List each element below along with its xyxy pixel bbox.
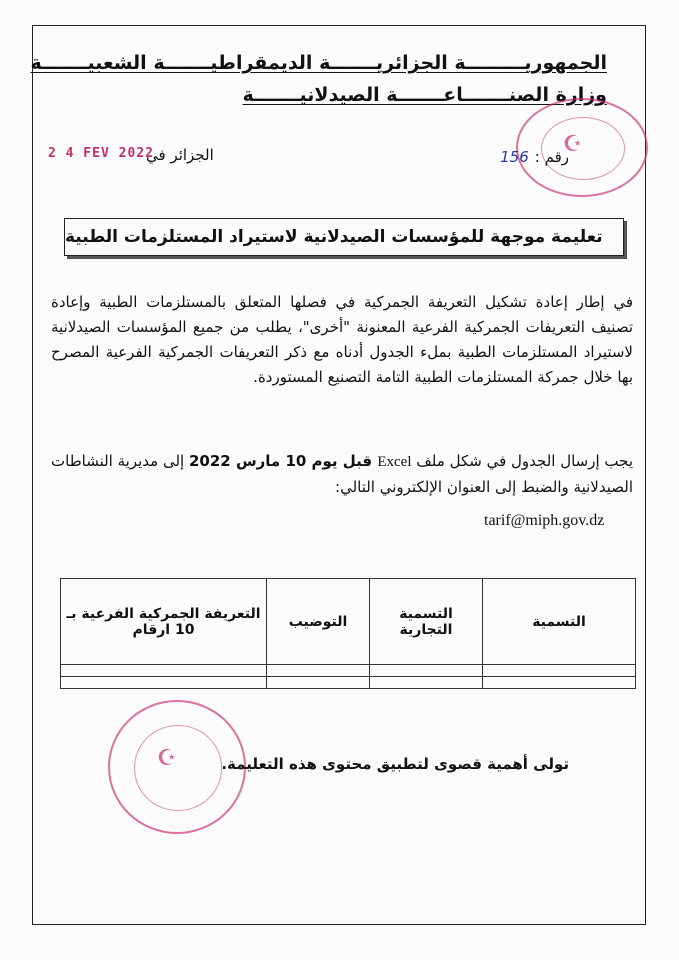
instruction-title: تعليمة موجهة للمؤسسات الصيدلانية لاستيراد المستلزمات الطبية	[64, 218, 624, 256]
place-prefix: الجزائر في	[146, 146, 214, 164]
table-row	[61, 677, 636, 689]
header-ministry: وزارة الصنـــــــاعـــــــة الصيدلانيـــــــة	[242, 84, 607, 106]
deadline-date: قبل يوم 10 مارس 2022	[188, 452, 378, 470]
header-republic: الجمهوريـــــــــة الجزائريـــــــة الديمقراطيـــــــة الشعبيـــــــة	[30, 52, 607, 74]
reference-label: رقم :	[534, 148, 569, 166]
paragraph-deadline	[51, 449, 633, 500]
reference-number	[500, 148, 569, 166]
deadline-text-c: إلى مديرية النشاطات الصيدلانية والضبط إلى العنوان الإلكتروني التالي:	[51, 452, 633, 496]
col-designation: التسمية	[483, 579, 636, 665]
table-header-row	[61, 579, 636, 665]
closing-statement: تولى أهمية قصوى لتطبيق محتوى هذه التعليمة.	[221, 755, 569, 773]
excel-word: Excel	[377, 454, 412, 470]
deadline-text-a: يجب إرسال الجدول في شكل ملف	[411, 452, 634, 470]
official-seal-bottom: ☪	[108, 700, 246, 834]
reference-value: 156	[500, 148, 529, 166]
col-tariff-code: التعريفة الجمركية الفرعية بـ 10 ارقام	[61, 579, 267, 665]
paragraph-context: في إطار إعادة تشكيل التعريفة الجمركية في فصلها المتعلق بالمستلزمات الطبية وإعادة تصنيف التعريفات الجمركية الفرعية المعنونة "أخرى"، يطلب من جميع المؤسسات الصيدلانية لاستيراد المستلزمات الطبية بملء الجدول أدناه مع ذكر التعريفات الجمركية الفرعية المصرح بها خلال جمركة المستلزمات الطبية التامة التصنيع المستوردة.	[51, 293, 633, 386]
tariff-table	[60, 578, 636, 689]
date-stamp: 2 4 FEV 2022	[48, 146, 154, 161]
contact-email: tarif@miph.gov.dz	[484, 512, 605, 529]
col-packaging: التوضيب	[267, 579, 370, 665]
official-seal-top: ☪	[516, 98, 648, 197]
table-row	[61, 665, 636, 677]
col-trade-name: التسمية التجارية	[370, 579, 483, 665]
